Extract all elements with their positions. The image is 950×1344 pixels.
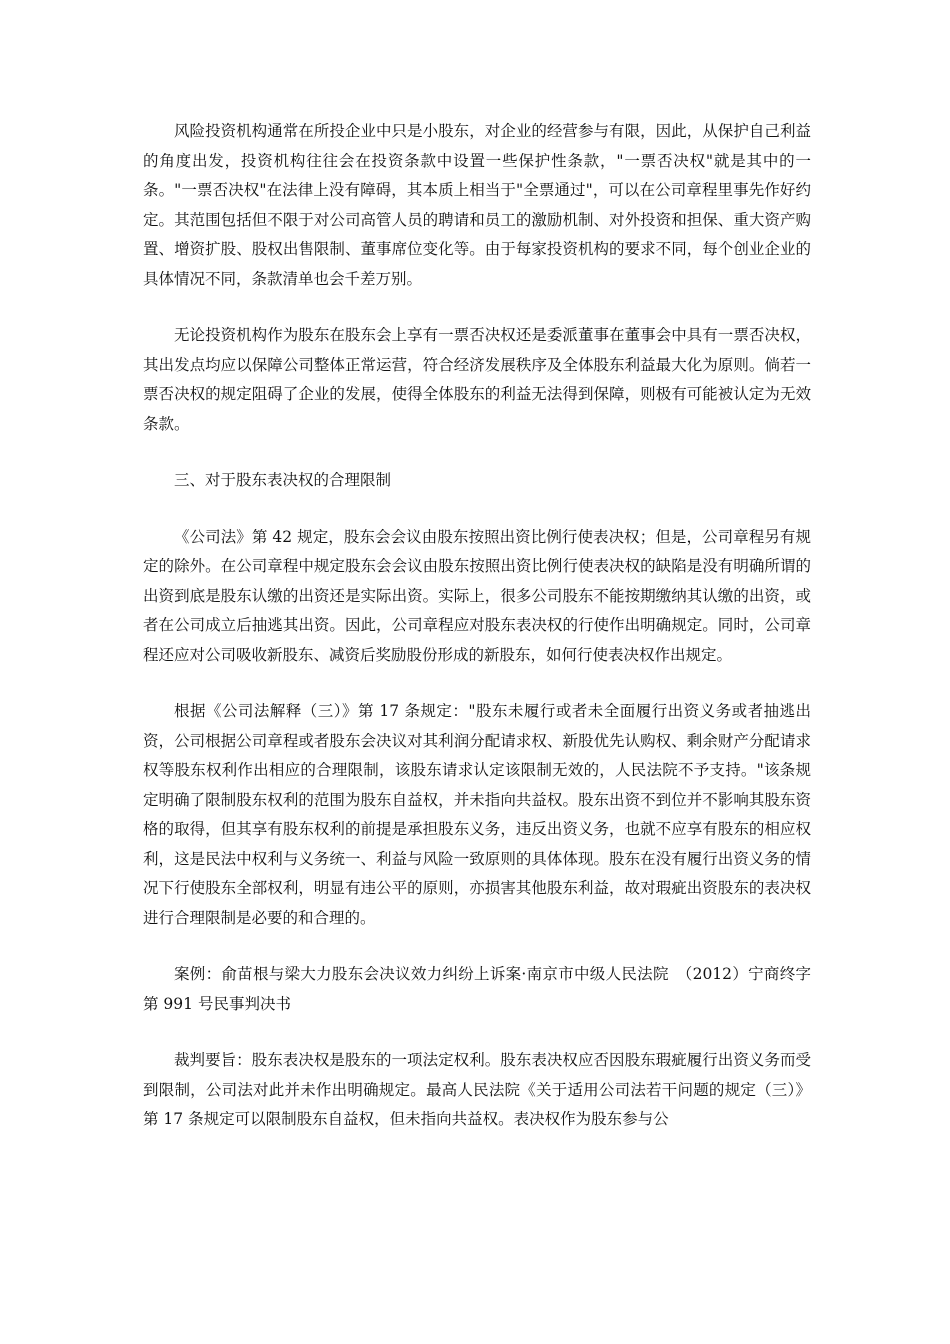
paragraph-company-law-art42: 《公司法》第 42 规定，股东会会议由股东按照出资比例行使表决权；但是，公司章程另有规定的除外。在公司章程中规定股东会会议由股东按照出资比例行使表决权的缺陷是没有明确所谓的出资到底是股东认缴的出资还是实际出资。实际上，很多公司股东不能按期缴纳其认缴的出资，或者在公司成立后抽逃其出资。因此，公司章程应对股东表决权的行使作出明确规定。同时，公司章程还应对公司吸收新股东、减资后奖励股份形成的新股东，如何行使表决权作出规定。 <box>143 527 811 664</box>
document-body <box>143 117 811 1162</box>
paragraph-case-citation: 案例：俞苗根与梁大力股东会决议效力纠纷上诉案·南京市中级人民法院 （2012）宁商终字第 991 号民事判决书 <box>143 965 811 1013</box>
section-heading-voting-restriction: 三、对于股东表决权的合理限制 <box>174 471 392 489</box>
paragraph-judicial-interpretation-art17: 根据《公司法解释（三）》第 17 条规定："股东未履行或者未全面履行出资义务或者抽逃出资，公司根据公司章程或者股东会决议对其利润分配请求权、新股优先认购权、剩余财产分配请求权等股东权利作出相应的合理限制，该股东请求认定该限制无效的，人民法院不予支持。"该条规定明确了限制股东权利的范围为股东自益权，并未指向共益权。股东出资不到位并不影响其股东资格的取得，但其享有股东权利的前提是承担股东义务，违反出资义务，也就不应享有股东的相应权利，这是民法中权利与义务统一、利益与风险一致原则的具体体现。股东在没有履行出资义务的情况下行使股东全部权利，明显有违公平的原则，亦损害其他股东利益，故对瑕疵出资股东的表决权进行合理限制是必要的和合理的。 <box>143 702 811 927</box>
paragraph-judgment-summary: 裁判要旨：股东表决权是股东的一项法定权利。股东表决权应否因股东瑕疵履行出资义务而受到限制，公司法对此并未作出明确规定。最高人民法院《关于适用公司法若干问题的规定（三）》第 17 条规定可以限制股东自益权，但未指向共益权。表决权作为股东参与公 <box>143 1051 811 1128</box>
paragraph-veto-right-principle: 无论投资机构作为股东在股东会上享有一票否决权还是委派董事在董事会中具有一票否决权，其出发点均应以保障公司整体正常运营，符合经济发展秩序及全体股东利益最大化为原则。倘若一票否决权的规定阻碍了企业的发展，使得全体股东的利益无法得到保障，则极有可能被认定为无效条款。 <box>143 326 811 433</box>
paragraph-veto-right-intro: 风险投资机构通常在所投企业中只是小股东，对企业的经营参与有限，因此，从保护自己利益的角度出发，投资机构往往会在投资条款中设置一些保护性条款，"一票否决权"就是其中的一条。"一票否决权"在法律上没有障碍，其本质上相当于"全票通过"，可以在公司章程里事先作好约定。其范围包括但不限于对公司高管人员的聘请和员工的激励机制、对外投资和担保、重大资产购置、增资扩股、股权出售限制、董事席位变化等。由于每家投资机构的要求不同，每个创业企业的具体情况不同，条款清单也会千差万别。 <box>143 122 811 288</box>
